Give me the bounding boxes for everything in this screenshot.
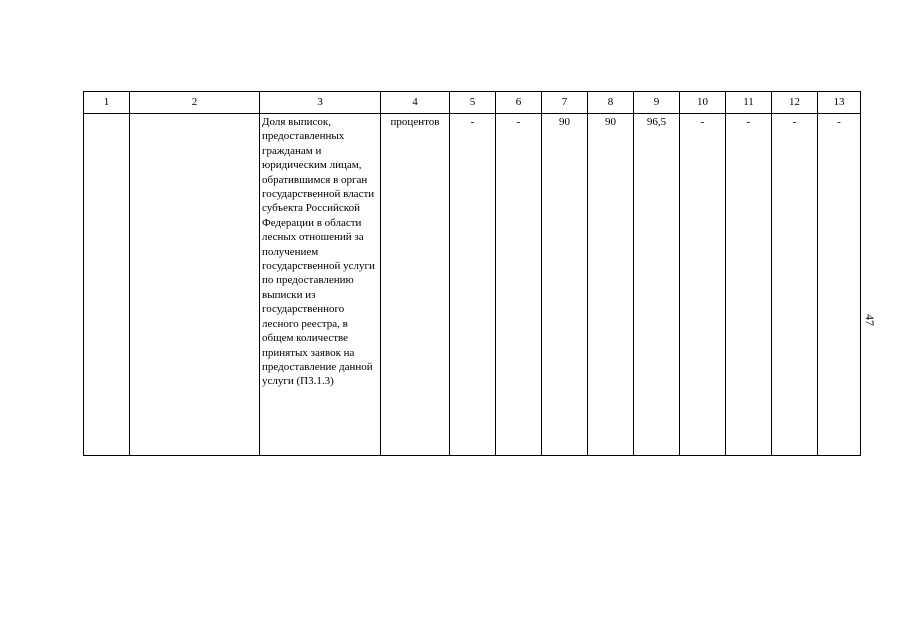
header-cell: 11 (726, 92, 772, 114)
value-cell-col10: - (680, 114, 726, 456)
value-cell-col7: 90 (542, 114, 588, 456)
table-header-row (84, 92, 861, 114)
header-cell: 10 (680, 92, 726, 114)
table-row (84, 114, 861, 456)
table-cell-col1 (84, 114, 130, 456)
header-cell: 3 (260, 92, 381, 114)
value-cell-col13: - (818, 114, 861, 456)
header-cell: 13 (818, 92, 861, 114)
value-cell-col6: - (496, 114, 542, 456)
page-number: 47 (863, 314, 877, 326)
value-cell-col8: 90 (588, 114, 634, 456)
value-cell-col11: - (726, 114, 772, 456)
unit-cell: процентов (381, 114, 450, 456)
table-cell-col2 (130, 114, 260, 456)
header-cell: 4 (381, 92, 450, 114)
indicator-table (83, 91, 861, 456)
header-cell: 7 (542, 92, 588, 114)
indicator-description-cell: Доля выписок, предоставленных гражданам и юридическим лицам, обратившимся в орган государственной власти субъекта Российской Федерации в области лесных отношений за получением государственной услуги по предоставлению выписки из государственного лесного реестра, в общем количестве принятых заявок на предоставление данной услуги (П3.1.3) (260, 114, 381, 456)
value-cell-col5: - (450, 114, 496, 456)
header-cell: 5 (450, 92, 496, 114)
header-cell: 9 (634, 92, 680, 114)
value-cell-col12: - (772, 114, 818, 456)
header-cell: 1 (84, 92, 130, 114)
header-cell: 12 (772, 92, 818, 114)
header-cell: 8 (588, 92, 634, 114)
value-cell-col9: 96,5 (634, 114, 680, 456)
header-cell: 6 (496, 92, 542, 114)
header-cell: 2 (130, 92, 260, 114)
